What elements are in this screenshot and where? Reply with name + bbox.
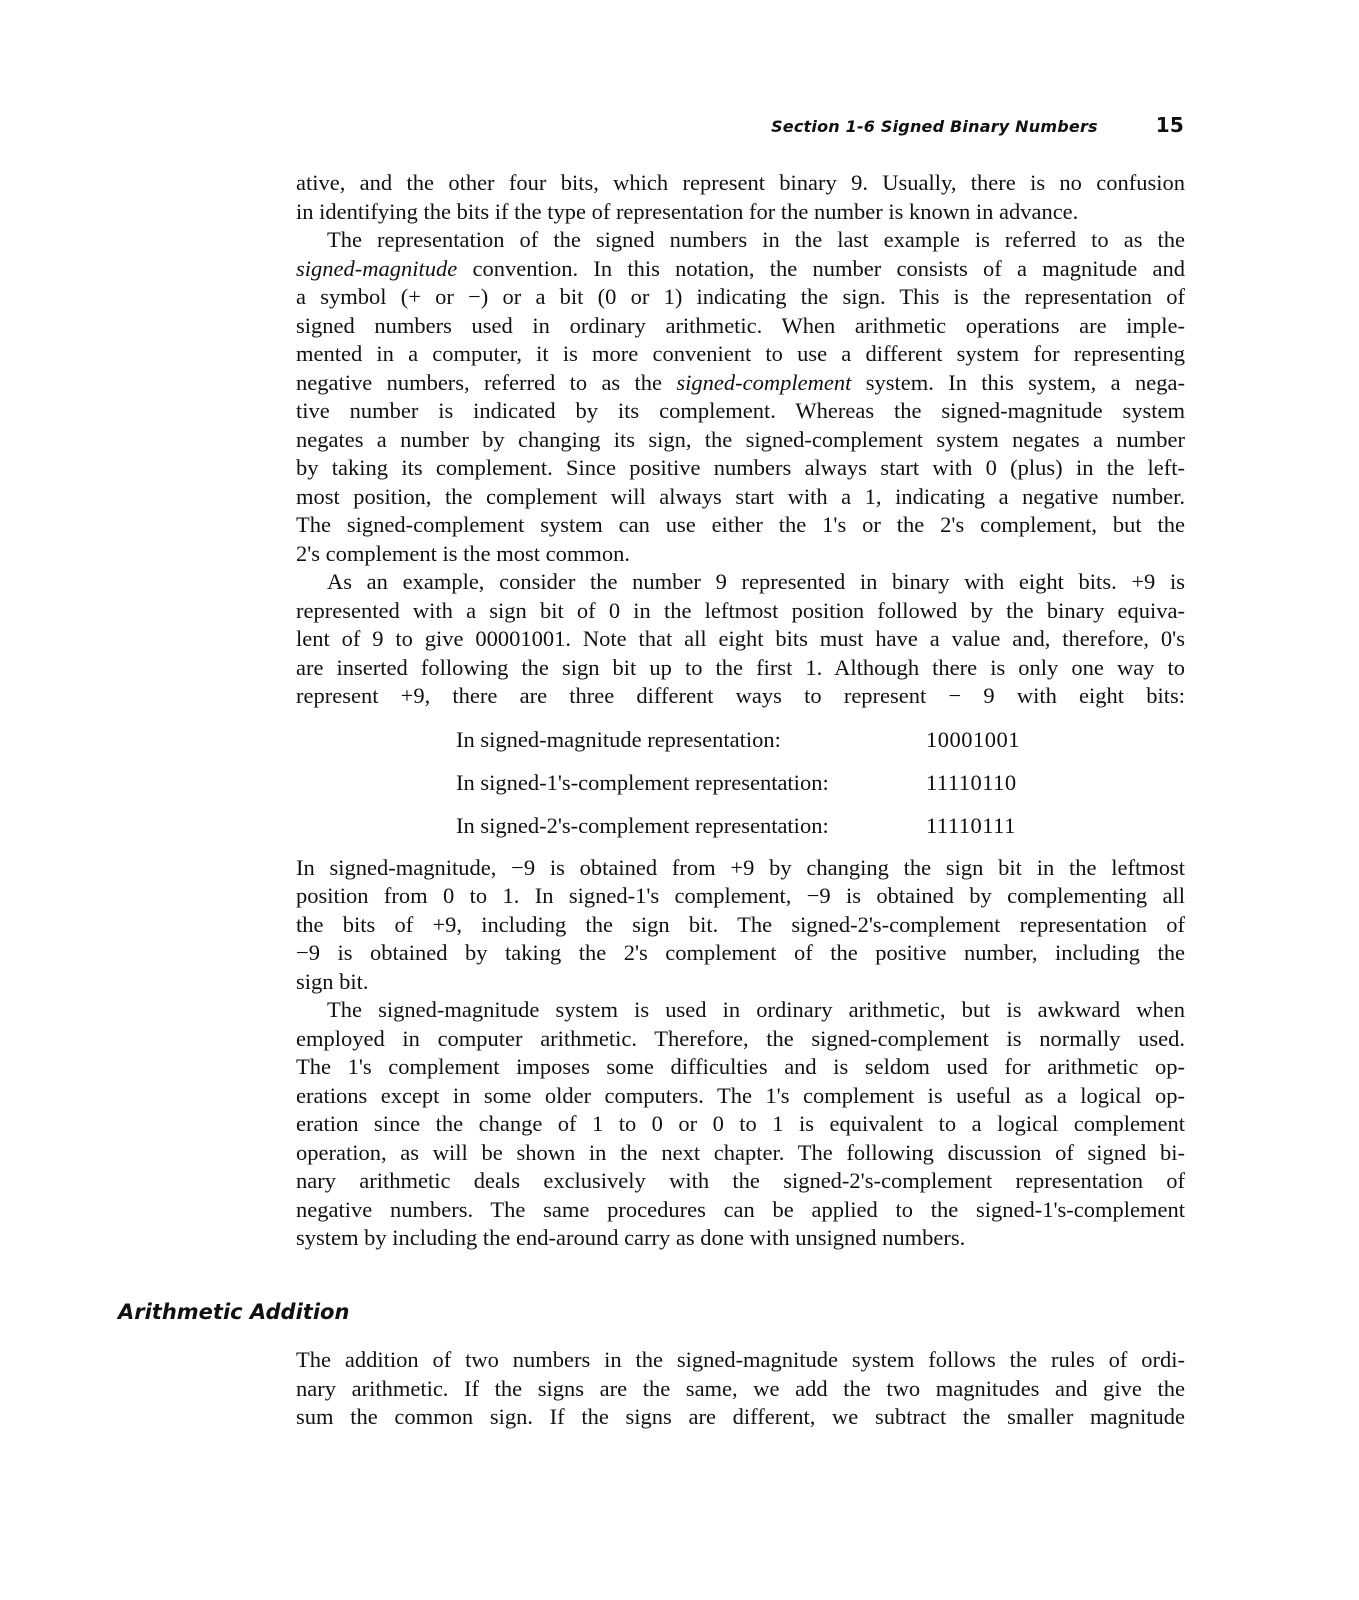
text-line: system by including the end-around carry as done with unsigned numbers. [296,1225,966,1250]
representation-value: 11110110 [926,769,1017,795]
table-row [456,719,1020,762]
text-line: by taking its complement. Since positive numbers always start with 0 (plus) in the left- [296,455,1185,480]
text-line: mented in a computer, it is more convenient to use a different system for representing [296,341,1185,366]
section-heading: Arithmetic Addition [118,1300,350,1324]
text-line: represented with a sign bit of 0 in the leftmost position followed by the binary equiva- [296,597,1185,623]
text-line: As an example, consider the number 9 represented in binary with eight bits. +9 is [327,569,1185,594]
text-line: are inserted following the sign bit up to the first 1. Although there is only one way to [296,654,1185,680]
table-row [456,805,1020,848]
text-line: The signed-complement system can use either the 1's or the 2's complement, but the [296,512,1185,537]
text-line: ative, and the other four bits, which represent binary 9. Usually, there is no confusion [296,170,1185,195]
text-line: nary arithmetic. If the signs are the same, we add the two magnitudes and give the [296,1375,1185,1401]
text-line: tive number is indicated by its complement. Whereas the signed-magnitude system [296,398,1185,423]
text-line: the bits of +9, including the sign bit. The signed-2's-complement representation of [296,911,1185,937]
italic-term: signed-complement [676,369,852,395]
representation-table [456,719,1020,848]
table-row [456,762,1020,805]
body-text [296,169,1185,1253]
text-line: most position, the complement will always start with a 1, indicating a negative number. [296,483,1185,509]
paragraph-6 [296,1346,1185,1432]
representation-label: In signed-2's-complement representation: [456,812,829,838]
section-title: Section 1-6 Signed Binary Numbers [771,117,1098,136]
text-line: a symbol (+ or −) or a bit (0 or 1) indicating the sign. This is the representation of [296,284,1185,309]
text-line: sum the common sign. If the signs are different, we subtract the smaller magnitude [296,1404,1185,1429]
representation-value: 11110111 [926,812,1016,838]
text-line: negative numbers, referred to as the signed-complement system. In this system, a nega- [296,369,1185,395]
text-line: The 1's complement imposes some difficulties and is seldom used for arithmetic op- [296,1054,1185,1079]
text-line: In signed-magnitude, −9 is obtained from +9 by changing the sign bit in the leftmost [296,854,1185,880]
page-number: 15 [1155,113,1184,137]
text-line: employed in computer arithmetic. Therefore, the signed-complement is normally used. [296,1025,1185,1051]
text-line: lent of 9 to give 00001001. Note that all eight bits must have a value and, therefore, 0's [296,626,1185,651]
text-line: The signed-magnitude system is used in ordinary arithmetic, but is awkward when [327,997,1185,1022]
text-line: in identifying the bits if the type of representation for the number is known in advance. [296,198,1079,224]
paragraph-5 [296,996,1185,1253]
body-text-continued [296,1346,1185,1432]
text-line: The addition of two numbers in the signed-magnitude system follows the rules of ordi- [296,1347,1185,1372]
text-line: represent +9, there are three different ways to represent − 9 with eight bits: [296,683,1185,708]
paragraph-4 [296,854,1185,997]
text-line: operation, as will be shown in the next chapter. The following discussion of signed bi- [296,1139,1185,1165]
paragraph-1 [296,169,1185,226]
representation-value: 10001001 [926,726,1020,752]
text-line: signed-magnitude convention. In this notation, the number consists of a magnitude and [296,255,1185,281]
text-line: 2's complement is the most common. [296,540,631,566]
text-line: negates a number by changing its sign, the signed-complement system negates a number [296,426,1185,452]
text-line: eration since the change of 1 to 0 or 0 to 1 is equivalent to a logical complement [296,1111,1185,1136]
italic-term: signed-magnitude [296,255,458,281]
text-line: sign bit. [296,968,369,994]
representation-label: In signed-1's-complement representation: [456,769,829,795]
text-line: negative numbers. The same procedures can be applied to the signed-1's-complement [296,1196,1185,1222]
text-line: nary arithmetic deals exclusively with the signed-2's-complement representation of [296,1168,1185,1193]
paragraph-3 [296,568,1185,711]
text-line: erations except in some older computers. The 1's complement is useful as a logical op- [296,1082,1185,1108]
paragraph-2 [296,226,1185,568]
representation-label: In signed-magnitude representation: [456,726,781,752]
text-line: −9 is obtained by taking the 2's complement of the positive number, including the [296,940,1185,965]
text-line: position from 0 to 1. In signed-1's complement, −9 is obtained by complementing all [296,883,1185,908]
running-header [500,113,1184,137]
text-line: The representation of the signed numbers in the last example is referred to as the [327,227,1185,252]
text-line: signed numbers used in ordinary arithmetic. When arithmetic operations are imple- [296,312,1185,338]
